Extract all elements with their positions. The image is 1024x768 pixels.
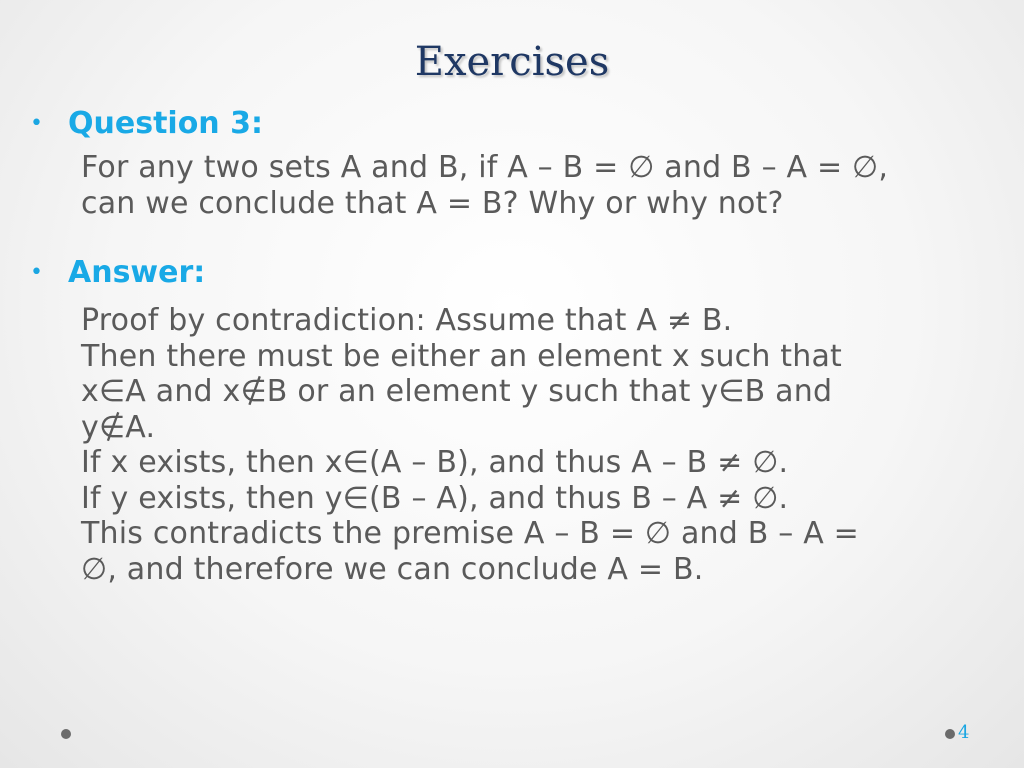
question-bullet [30, 106, 263, 142]
question-line: can we conclude that A = B? Why or why not? [81, 185, 784, 221]
answer-line: ∅, and therefore we can conclude A = B. [81, 551, 704, 587]
page-number: 4 [958, 722, 970, 743]
bullet-dot-icon: • [30, 111, 43, 136]
footer-left-dot-icon [61, 729, 71, 739]
answer-line: This contradicts the premise A – B = ∅ and B – A = [81, 516, 859, 551]
question-text [81, 150, 1011, 221]
slide-title: Exercises [414, 39, 610, 85]
answer-bullet [30, 255, 205, 291]
question-line: For any two sets A and B, if A – B = ∅ and B – A = ∅, [81, 150, 889, 185]
bullet-dot-icon: • [30, 260, 43, 285]
answer-line: y∉A. [81, 409, 156, 445]
answer-line: If y exists, then y∈(B – A), and thus B – A ≠ ∅. [81, 480, 789, 516]
answer-text [81, 303, 1011, 587]
answer-line: If x exists, then x∈(A – B), and thus A – B ≠ ∅. [81, 445, 789, 480]
answer-label: Answer: [68, 255, 206, 290]
footer-right-dot-icon [945, 729, 955, 739]
answer-line: x∈A and x∉B or an element y such that y∈B and [81, 374, 833, 409]
answer-line: Then there must be either an element x such that [81, 338, 843, 374]
answer-line: Proof by contradiction: Assume that A ≠ B. [81, 303, 733, 338]
question-label: Question 3: [68, 106, 263, 141]
